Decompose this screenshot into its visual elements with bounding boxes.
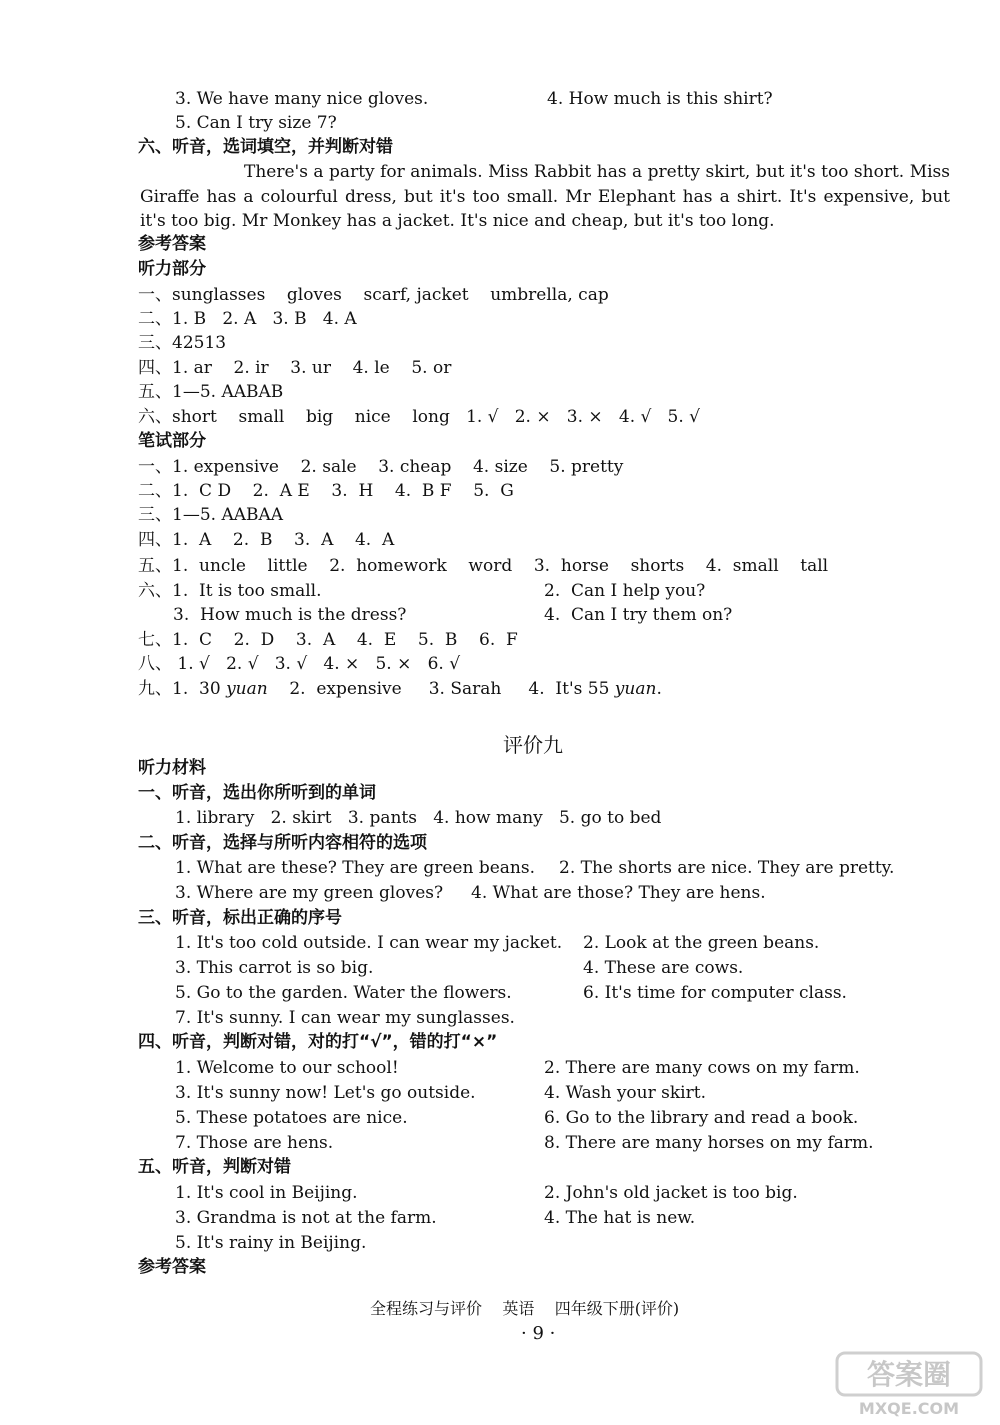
- sec5-heading-line: [0, 1155, 1000, 1179]
- sec1-items: [0, 806, 1000, 830]
- sec4-item-5: 5. These potatoes are nice.: [175, 1108, 408, 1128]
- sec1-items-text: 1. library 2. skirt 3. pants 4. how many 5. go to bed: [175, 808, 662, 828]
- sec5-item-5: 5. It's rainy in Beijing.: [175, 1233, 367, 1253]
- s6-paragraph-text: There's a party for animals. Miss Rabbit has a pretty skirt, but it's too short. Miss Giraffe has a colourful dress, but it's too small. Mr Elephant has a shirt. It's expensive, but it's too big. Mr Monkey has a jacket. It's nice and cheap, but it's too long.: [140, 162, 950, 231]
- sec4-heading-line: [0, 1030, 1000, 1054]
- written-answer-2-text: 二、1. C D 2. A E 3. H 4. B F 5. G: [138, 481, 514, 501]
- sec2-heading: 二、听音，选择与所听内容相符的选项: [138, 833, 427, 853]
- eval9-answer-heading: 参考答案: [138, 1257, 206, 1277]
- listening-answer-6-text: 六、short small big nice long 1. √ 2. × 3. × 4. √ 5. √: [138, 407, 701, 427]
- page-number: · 9 ·: [521, 1323, 556, 1344]
- sec3-row-4: [0, 1006, 1000, 1030]
- sec1-heading: 一、听音，选出你所听到的单词: [138, 783, 376, 803]
- listening-heading-line: [0, 257, 1000, 281]
- sec3-item-3: 3. This carrot is so big.: [175, 958, 374, 978]
- sec5-row-2: [0, 1206, 1000, 1230]
- listening-answer-4: [0, 356, 1000, 380]
- listening-answer-3-text: 三、42513: [138, 333, 227, 353]
- written-answer-6-row-2: [0, 603, 1000, 627]
- written-heading: 笔试部分: [138, 431, 206, 451]
- written-answer-6-2: 2. Can I help you?: [544, 581, 706, 601]
- written-answer-1: [0, 455, 1000, 479]
- eval9-title: 评价九: [503, 733, 563, 757]
- sec3-heading: 三、听音，标出正确的序号: [138, 908, 342, 928]
- prev-row-2: [0, 111, 1000, 135]
- sec1-heading-line: [0, 781, 1000, 805]
- sec3-row-1: [0, 931, 1000, 955]
- sec4-item-6: 6. Go to the library and read a book.: [544, 1108, 859, 1128]
- written-answer-6-4: 4. Can I try them on?: [544, 605, 733, 625]
- sec4-row-2: [0, 1081, 1000, 1105]
- w9-yuan-1: yuan: [226, 679, 268, 699]
- sec2-item-1: 1. What are these? They are green beans.: [175, 858, 536, 878]
- prev-row-1: [0, 87, 1000, 111]
- sec4-item-3: 3. It's sunny now! Let's go outside.: [175, 1083, 476, 1103]
- material-heading: 听力材料: [138, 758, 206, 778]
- eval9-title-line: [0, 731, 1000, 759]
- sec5-item-3: 3. Grandma is not at the farm.: [175, 1208, 437, 1228]
- sec3-item-4: 4. These are cows.: [583, 958, 744, 978]
- sec2-item-3: 3. Where are my green gloves?: [175, 883, 444, 903]
- prev-item-3: 3. We have many nice gloves.: [175, 89, 429, 109]
- sec4-row-3: [0, 1106, 1000, 1130]
- sec4-item-8: 8. There are many horses on my farm.: [544, 1133, 874, 1153]
- written-answer-3-text: 三、1—5. AABAA: [138, 505, 284, 525]
- listening-heading: 听力部分: [138, 259, 206, 279]
- sec2-row-2: [0, 881, 1000, 905]
- sec3-heading-line: [0, 906, 1000, 930]
- watermark-top-text: 答案圈: [866, 1358, 952, 1391]
- listening-answer-5: [0, 380, 1000, 404]
- listening-answer-2-text: 二、1. B 2. A 3. B 4. A: [138, 309, 357, 329]
- sec4-item-2: 2. There are many cows on my farm.: [544, 1058, 860, 1078]
- watermark-bottom-text: MXQE.COM: [858, 1399, 960, 1418]
- written-answer-2: [0, 479, 1000, 503]
- footer-page-line: [0, 1322, 1000, 1346]
- sec5-row-3: [0, 1231, 1000, 1255]
- sec4-heading: 四、听音，判断对错，对的打“√”，错的打“×”: [138, 1032, 498, 1052]
- sec2-heading-line: [0, 831, 1000, 855]
- sec5-item-2: 2. John's old jacket is too big.: [544, 1183, 798, 1203]
- sec4-item-1: 1. Welcome to our school!: [175, 1058, 399, 1078]
- answers-heading: 参考答案: [138, 234, 206, 254]
- listening-answer-3: [0, 331, 1000, 355]
- listening-answer-1-text: 一、sunglasses gloves scarf, jacket umbrella, cap: [138, 285, 609, 305]
- written-answer-7-text: 七、1. C 2. D 3. A 4. E 5. B 6. F: [138, 630, 518, 650]
- prev-item-4: 4. How much is this shirt?: [547, 89, 773, 109]
- listening-answer-2: [0, 307, 1000, 331]
- w9-part-a: 九、1. 30: [138, 679, 227, 699]
- sec5-heading: 五、听音，判断对错: [138, 1157, 291, 1177]
- sec4-row-1: [0, 1056, 1000, 1080]
- sec4-row-4: [0, 1131, 1000, 1155]
- sec5-row-1: [0, 1181, 1000, 1205]
- listening-answer-1: [0, 283, 1000, 307]
- listening-answer-6: [0, 405, 1000, 429]
- sec3-item-5: 5. Go to the garden. Water the flowers.: [175, 983, 512, 1003]
- s6-heading: 六、听音，选词填空，并判断对错: [138, 137, 393, 157]
- written-answer-6-1: 六、1. It is too small.: [138, 581, 322, 601]
- s6-paragraph: [140, 160, 950, 234]
- sec5-item-4: 4. The hat is new.: [544, 1208, 696, 1228]
- written-answer-9: [0, 677, 1000, 701]
- sec3-row-3: [0, 981, 1000, 1005]
- footer-book-line: [0, 1297, 1000, 1321]
- written-answer-5: [0, 554, 1000, 578]
- sec2-item-4: 4. What are those? They are hens.: [471, 883, 766, 903]
- written-answer-8: [0, 652, 1000, 676]
- w9-part-b: 2. expensive 3. Sarah 4. It's 55: [267, 679, 615, 699]
- written-answer-6-3: 3. How much is the dress?: [173, 605, 407, 625]
- written-answer-4-text: 四、1. A 2. B 3. A 4. A: [138, 530, 395, 550]
- eval9-answer-heading-line: [0, 1255, 1000, 1279]
- written-answer-8-text: 八、 1. √ 2. √ 3. √ 4. × 5. × 6. √: [138, 654, 461, 674]
- material-heading-line: [0, 756, 1000, 780]
- sec3-item-6: 6. It's time for computer class.: [583, 983, 847, 1003]
- sec4-item-7: 7. Those are hens.: [175, 1133, 334, 1153]
- listening-answer-4-text: 四、1. ar 2. ir 3. ur 4. le 5. or: [138, 358, 452, 378]
- sec5-item-1: 1. It's cool in Beijing.: [175, 1183, 358, 1203]
- sec3-item-2: 2. Look at the green beans.: [583, 933, 820, 953]
- written-answer-7: [0, 628, 1000, 652]
- written-answer-4: [0, 528, 1000, 552]
- written-answer-6-row-1: [0, 579, 1000, 603]
- watermark-logo: [834, 1350, 984, 1420]
- sec3-item-7: 7. It's sunny. I can wear my sunglasses.: [175, 1008, 515, 1028]
- written-answer-3: [0, 503, 1000, 527]
- s6-heading-line: [0, 135, 1000, 159]
- sec3-row-2: [0, 956, 1000, 980]
- sec4-item-4: 4. Wash your skirt.: [544, 1083, 706, 1103]
- written-answer-5-text: 五、1. uncle little 2. homework word 3. horse shorts 4. small tall: [138, 556, 829, 576]
- w9-end: .: [656, 679, 662, 699]
- prev-item-5: 5. Can I try size 7?: [175, 113, 337, 133]
- answers-heading-line: [0, 232, 1000, 256]
- written-heading-line: [0, 429, 1000, 453]
- footer-book: 全程练习与评价 英语 四年级下册(评价): [370, 1299, 680, 1318]
- sec2-row-1: [0, 856, 1000, 880]
- sec2-item-2: 2. The shorts are nice. They are pretty.: [559, 858, 895, 878]
- written-answer-9-text: [138, 677, 662, 701]
- sec3-item-1: 1. It's too cold outside. I can wear my jacket.: [175, 933, 563, 953]
- w9-yuan-2: yuan: [614, 679, 657, 699]
- written-answer-1-text: 一、1. expensive 2. sale 3. cheap 4. size 5. pretty: [138, 457, 624, 477]
- listening-answer-5-text: 五、1—5. AABAB: [138, 382, 284, 402]
